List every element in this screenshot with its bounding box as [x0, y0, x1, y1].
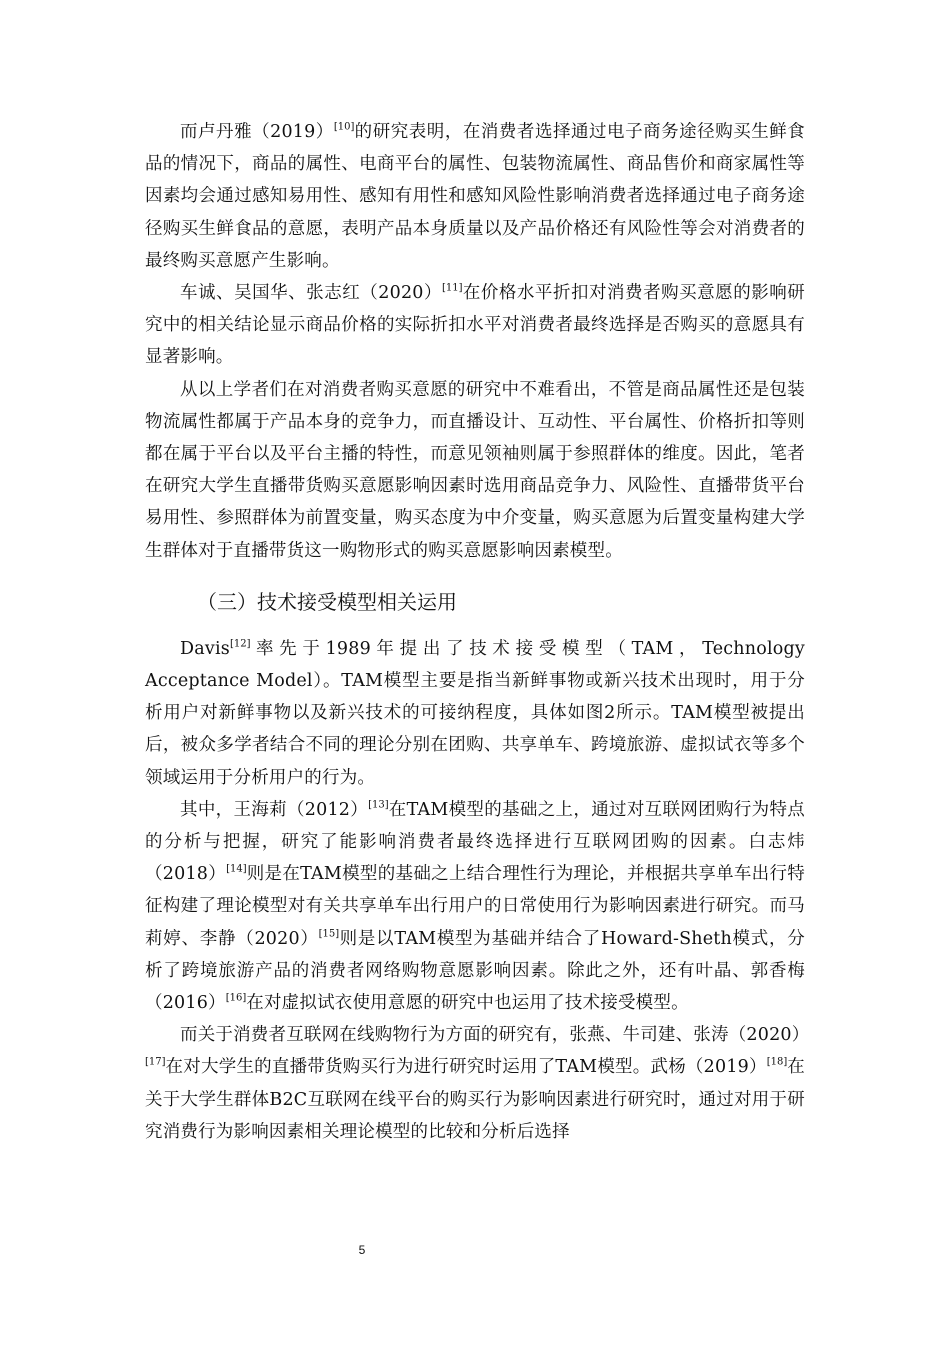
citation-marker: [13] — [368, 799, 389, 811]
text-run: 在关于大学生群体B2C互联网在线平台的购买行为影响因素进行研究时，通过对用于研究消费行为影响因素相关理论模型的比较和分析后选择 — [145, 1057, 805, 1142]
text-run: 其中，王海莉（2012） — [180, 799, 369, 820]
text-run: 则是在TAM模型的基础之上结合理性行为理论，并根据共享单车出行特征构建了理论模型对有关共享单车出行用户的日常使用行为影响因素进行研究。而马莉婷、李静（2020） — [145, 864, 805, 949]
paragraph-online-shopping — [145, 1019, 810, 1148]
text-run: 而卢丹雅（2019） — [180, 122, 334, 142]
citation-marker: [18] — [766, 1056, 788, 1068]
citation-marker: [16] — [225, 992, 247, 1004]
text-run: 在对虚拟试衣使用意愿的研究中也运用了技术接受模型。 — [246, 993, 689, 1014]
citation-marker: [12] — [229, 638, 251, 650]
paragraph-davis — [145, 633, 805, 794]
paragraph-lu-danya — [145, 116, 805, 277]
text-run: 在价格水平折扣对消费者购买意愿的影响研究中的相关结论显示商品价格的实际折扣水平对消费者最终选择是否购买的意愿具有显著影响。 — [145, 283, 805, 368]
text-run: 车诚、吴国华、张志红（2020） — [180, 283, 442, 304]
paragraph-che-cheng — [145, 277, 805, 374]
text-run: 在TAM模型的基础之上，通过对互联网团购行为特点的分析与把握，研究了能影响消费者最终选择进行互联网团购的因素。白志炜（2018） — [145, 799, 806, 885]
paragraph-tam-applications — [145, 794, 805, 1019]
text-run: 而关于消费者互联网在线购物行为方面的研究有，张燕、牛司建、张涛（2020） — [180, 1025, 810, 1046]
citation-marker: [17] — [145, 1056, 166, 1068]
citation-marker: [15] — [318, 928, 340, 940]
section-heading: （三）技术接受模型相关运用 — [197, 589, 457, 614]
text-run: Davis — [180, 638, 230, 659]
citation-marker: [10] — [333, 121, 355, 133]
body-text — [145, 116, 810, 1148]
text-run: 则是以TAM模型为基础并结合了Howard-Sheth模式，分析了跨境旅游产品的消费者网络购物意愿影响因素。除此之外，还有叶晶、郭香梅（2016） — [145, 928, 805, 1014]
paragraph-summary — [145, 374, 805, 567]
text-run: 率先于1989年提出了技术接受模型（TAM，Technology Acceptance Model）。TAM模型主要是指当新鲜事物或新兴技术出现时，用于分析用户对新鲜事物以及新兴技术的可接纳程度，具体如图2所示。TAM模型被提出后，被众多学者结合不同的理论分别在团购、共享单车、跨境旅游、虚拟试衣等多个领域运用于分析用户的行为。 — [145, 638, 805, 788]
text-run: 的研究表明，在消费者选择通过电子商务途径购买生鲜食品的情况下，商品的属性、电商平台的属性、包装物流属性、商品售价和商家属性等因素均会通过感知易用性、感知有用性和感知风险性影响消费者选择通过电子商务途径购买生鲜食品的意愿，表明产品本身质量以及产品价格还有风险性等会对消费者的最终购买意愿产生影响。 — [145, 122, 805, 271]
text-run: 从以上学者们在对消费者购买意愿的研究中不难看出，不管是商品属性还是包装物流属性都属于产品本身的竞争力，而直播设计、互动性、平台属性、价格折扣等则都在属于平台以及平台主播的特性，而意见领袖则属于参照群体的维度。因此，笔者在研究大学生直播带货购买意愿影响因素时选用商品竞争力、风险性、直播带货平台易用性、参照群体为前置变量，购买态度为中介变量，购买意愿为后置变量构建大学生群体对于直播带货这一购物形式的购买意愿影响因素模型。 — [145, 379, 805, 561]
citation-marker: [11] — [441, 282, 463, 294]
citation-marker: [14] — [226, 863, 247, 875]
text-run: 在对大学生的直播带货购买行为进行研究时运用了TAM模型。武杨（2019） — [165, 1057, 767, 1078]
page-number: 5 — [358, 1243, 366, 1257]
